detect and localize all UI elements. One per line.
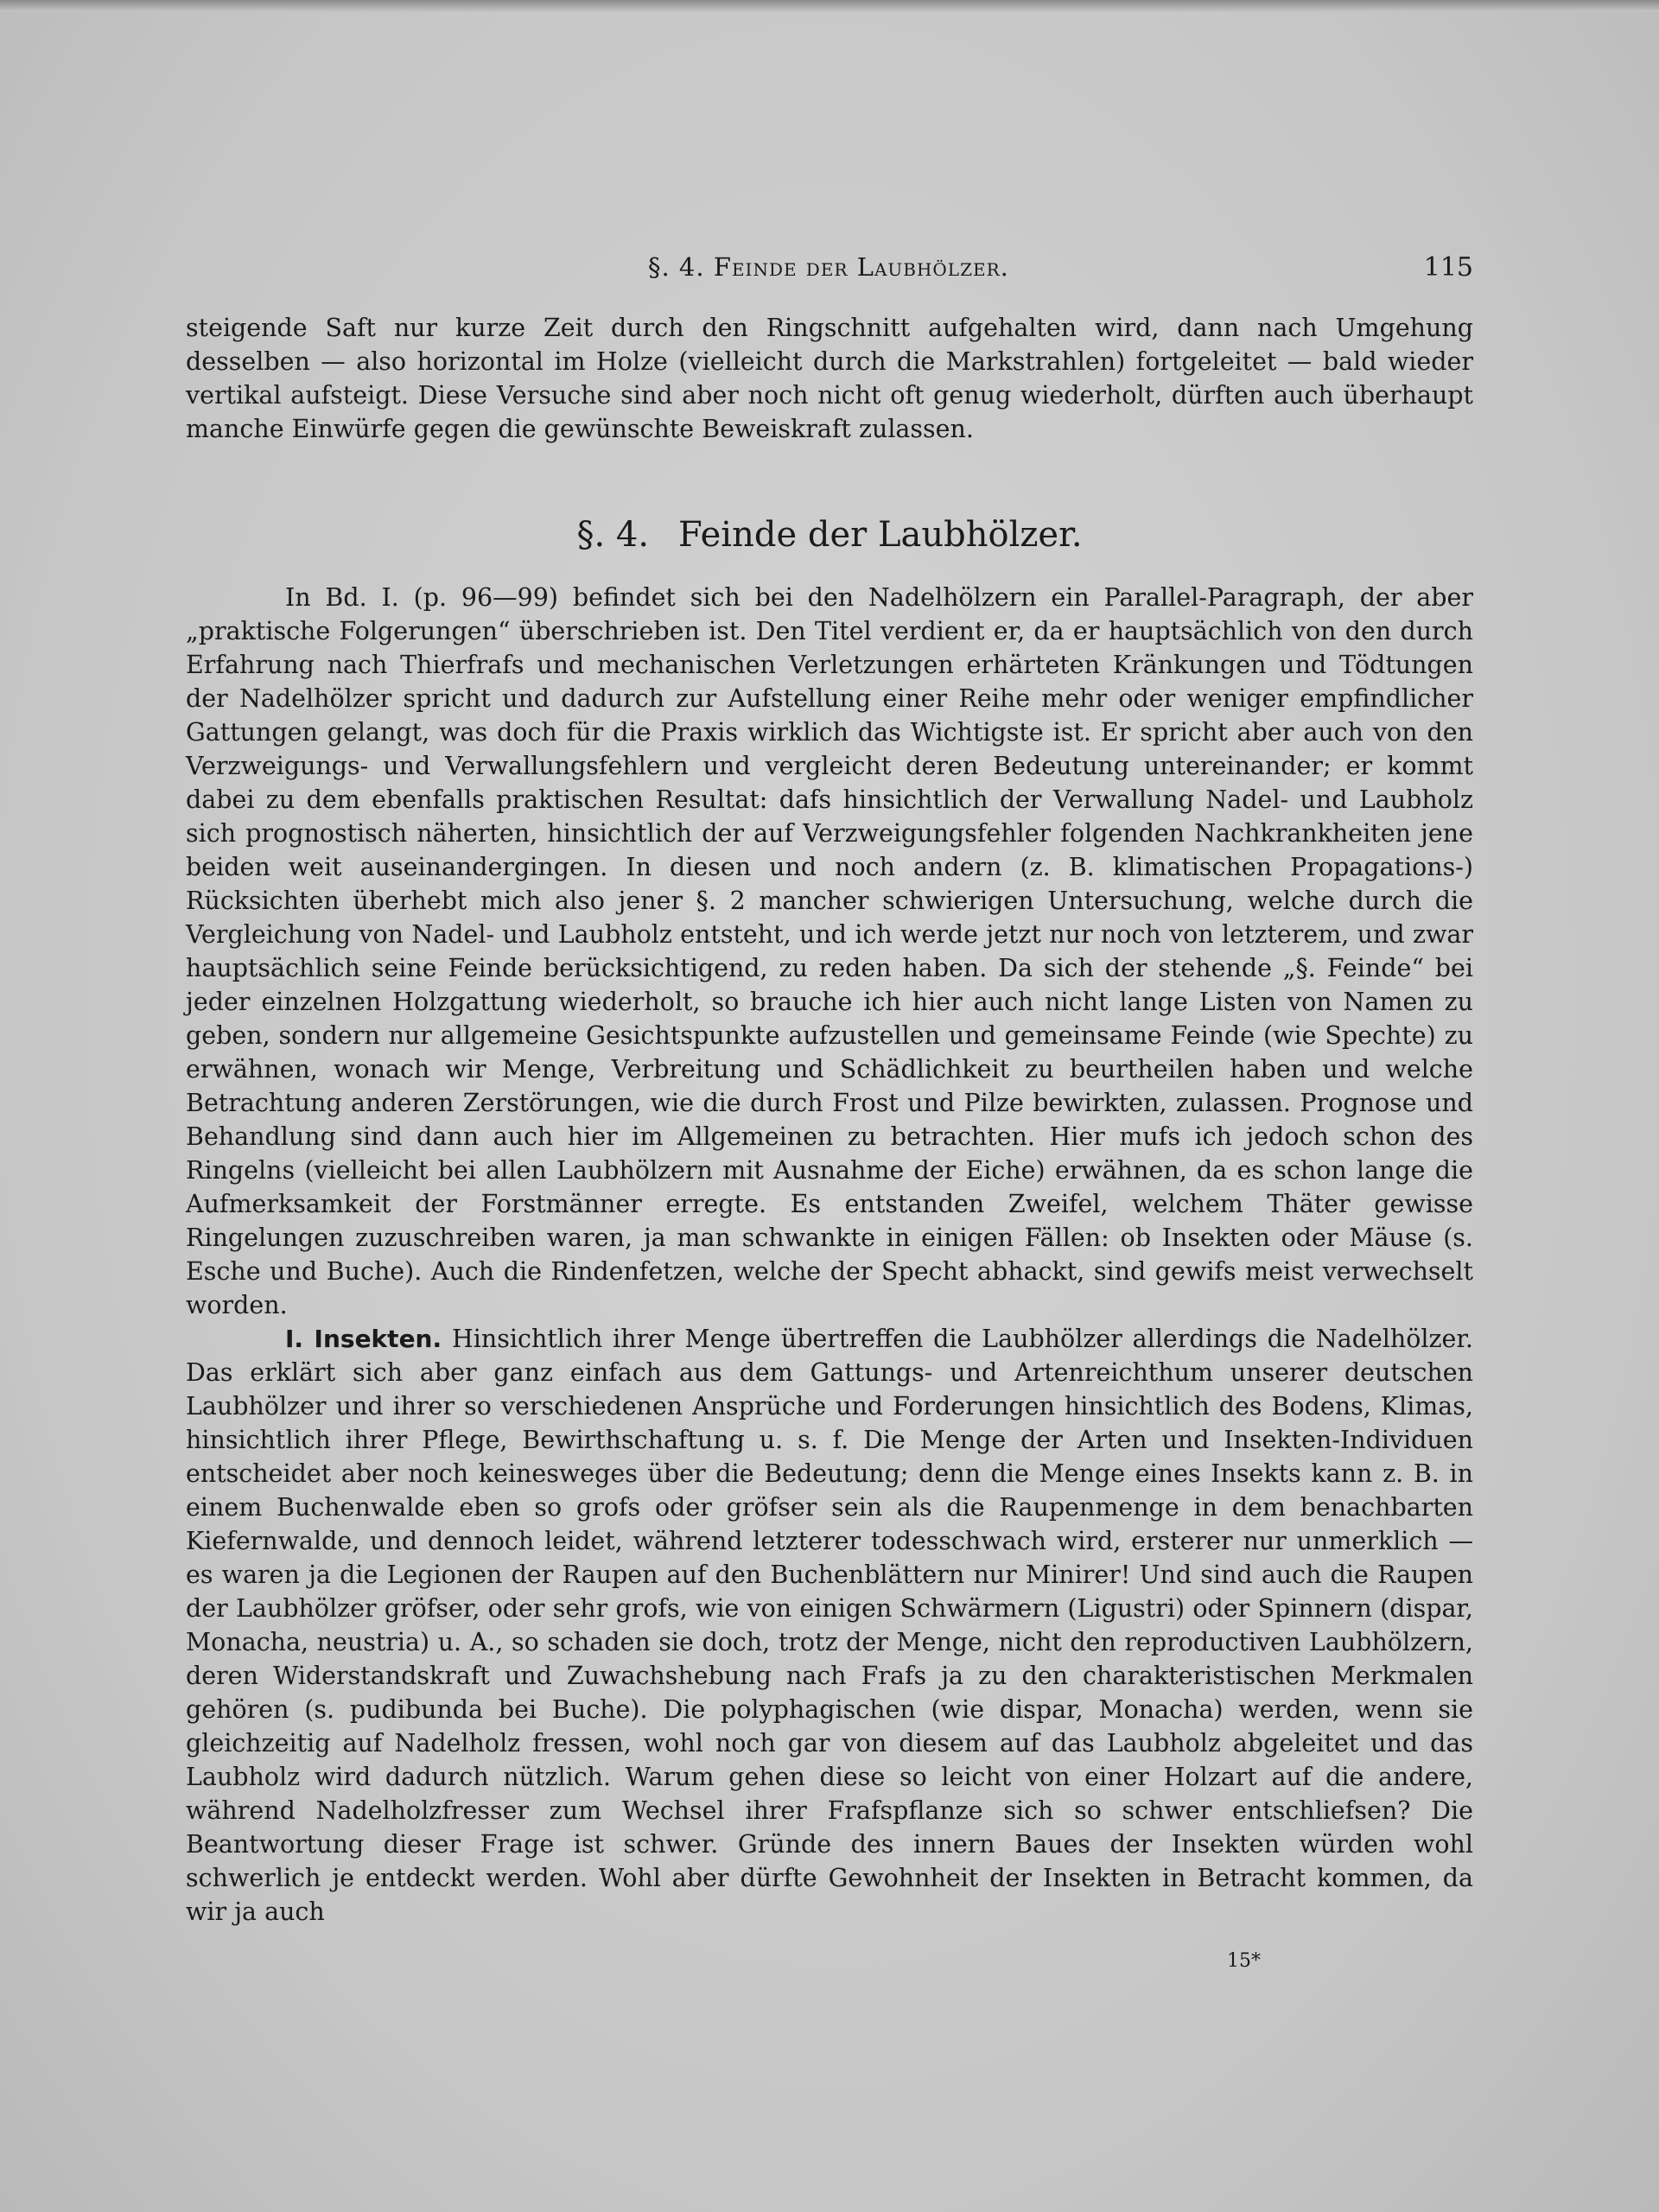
section-title: Feinde der Laubhölzer. <box>678 515 1083 555</box>
paragraph-insekten-text: Hinsichtlich ihrer Menge übertreffen die Laubhölzer allerdings die Nadelhölzer. Das erklärt sich aber ganz einfach aus dem Gattungs- und Artenreichthum unserer deutschen Laubhölzer und ihrer so verschiedenen Ansprüche und Forderungen hinsichtlich des Bodens, Klimas, hinsichtlich ihrer Pflege, Bewirthschaftung u. s. f. Die Menge der Arten und Insekten-Individuen entscheidet aber noch keinesweges über die Bedeutung; denn die Menge eines Insekts kann z. B. in einem Buchenwalde eben so grofs oder gröfser sein als die Raupenmenge in dem benachbarten Kiefernwalde, und dennoch leidet, während letzterer todesschwach wird, ersterer nur unmerklich — es waren ja die Legionen der Raupen auf den Buchenblättern nur Minirer! Und sind auch die Raupen der Laubhölzer gröfser, oder sehr grofs, wie von einigen Schwärmern (Ligustri) oder Spinnern (dispar, Monacha, neustria) u. A., so schaden sie doch, trotz der Menge, nicht den reproductiven Laubhölzern, deren Widerstandskraft und Zuwachshebung nach Frafs ja zu den charakteristischen Merkmalen gehören (s. pudibunda bei Buche). Die polyphagischen (wie dispar, Monacha) werden, wenn sie gleichzeitig auf Nadelholz fressen, wohl noch gar von diesem auf das Laubholz abgeleitet und das Laubholz wird dadurch nützlich. Warum gehen diese so leicht von einer Holzart auf die andere, während Nadelholzfresser zum Wechsel ihrer Frafspflanze sich so schwer entschliefsen? Die Beantwortung dieser Frage ist schwer. Gründe des innern Baues der Insekten würden wohl schwerlich je entdeckt werden. Wohl aber dürfte Gewohnheit der Insekten in Betracht kommen, da wir ja auch <box>186 1325 1473 1926</box>
page-header <box>186 252 1473 287</box>
section-heading <box>186 513 1473 556</box>
page-body <box>186 311 1473 1929</box>
signature-mark: 15* <box>1227 1950 1261 1972</box>
section-number: §. 4. <box>576 515 650 555</box>
paragraph-parallel: In Bd. I. (p. 96—99) befindet sich bei den Nadelhölzern ein Parallel-Paragraph, der aber „praktische Folgerungen“ überschrieben ist. Den Titel verdient er, da er hauptsächlich von den durch Erfahrung nach Thierfrafs und mechanischen Verletzungen erhärteten Kränkungen und Tödtungen der Nadelhölzer spricht und dadurch zur Aufstellung einer Reihe mehr oder weniger empfindlicher Gattungen gelangt, was doch für die Praxis wirklich das Wichtigste ist. Er spricht aber auch von den Verzweigungs- und Verwallungsfehlern und vergleicht deren Bedeutung untereinander; er kommt dabei zu dem ebenfalls praktischen Resultat: dafs hinsichtlich der Verwallung Nadel- und Laubholz sich prognostisch näherten, hinsichtlich der auf Verzweigungsfehler folgenden Nachkrankheiten jene beiden weit auseinandergingen. In diesen und noch andern (z. B. klimatischen Propagations-) Rücksichten überhebt mich also jener §. 2 mancher schwierigen Untersuchung, welche durch die Vergleichung von Nadel- und Laubholz entsteht, und ich werde jetzt nur noch von letzterem, und zwar hauptsächlich seine Feinde berücksichtigend, zu reden haben. Da sich der stehende „§. Feinde“ bei jeder einzelnen Holzgattung wiederholt, so brauche ich hier auch nicht lange Listen von Namen zu geben, sondern nur allgemeine Gesichtspunkte aufzustellen und gemeinsame Feinde (wie Spechte) zu erwähnen, wonach wir Menge, Verbreitung und Schädlichkeit zu beurtheilen haben und welche Betrachtung anderen Zerstörungen, wie die durch Frost und Pilze bewirkten, zulassen. Prognose und Behandlung sind dann auch hier im Allgemeinen zu betrachten. Hier mufs ich jedoch schon des Ringelns (vielleicht bei allen Laubhölzern mit Ausnahme der Eiche) erwähnen, da es schon lange die Aufmerksamkeit der Forstmänner erregte. Es entstanden Zweifel, welchem Thäter gewisse Ringelungen zuzuschreiben waren, ja man schwankte in einigen Fällen: ob Insekten oder Mäuse (s. Esche und Buche). Auch die Rindenfetzen, welche der Specht abhackt, sind gewifs meist verwechselt worden. <box>186 583 1473 1319</box>
running-title: §. 4. Feinde der Laubhölzer. <box>648 252 1009 282</box>
subsection-lead: I. Insekten. <box>285 1325 442 1353</box>
paragraph-insekten <box>186 1322 1473 1929</box>
page-top-edge <box>0 0 1659 12</box>
carryover-paragraph: steigende Saft nur kurze Zeit durch den Ringschnitt aufgehalten wird, dann nach Umgehung desselben — also horizontal im Holze (vielleicht durch die Markstrahlen) fortgeleitet — bald wieder vertikal aufsteigt. Diese Versuche sind aber noch nicht oft genug wiederholt, dürften auch überhaupt manche Einwürfe gegen die gewünschte Beweiskraft zulassen. <box>186 314 1473 443</box>
page-number: 115 <box>1423 252 1473 283</box>
